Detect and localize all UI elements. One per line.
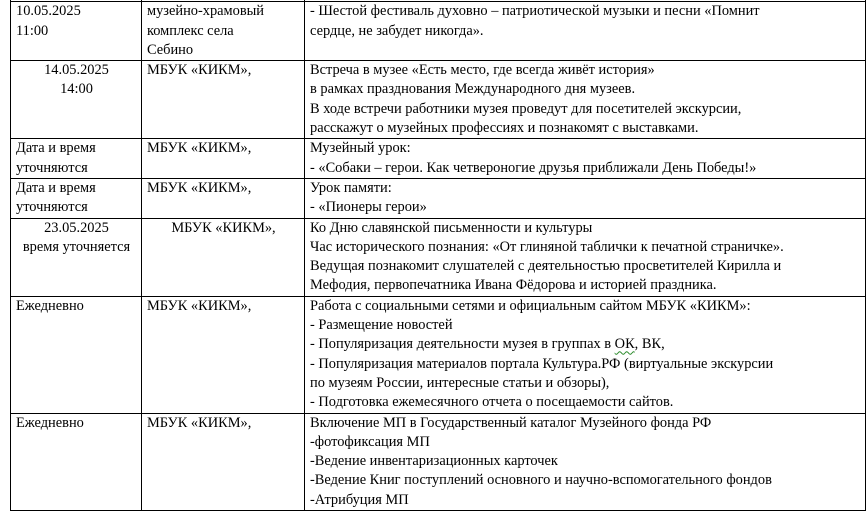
organizer-cell: МБУК «КИКМ», [142, 413, 305, 510]
table-row [11, 61, 866, 139]
organizer-cell: МБУК «КИКМ», [142, 139, 305, 179]
description-cell: Музейный урок: - «Собаки – герои. Как четвероногие друзья приближали День Победы!» [305, 139, 866, 179]
date-cell: 23.05.2025 время уточняется [11, 218, 142, 296]
description-cell: Встреча в музее «Есть место, где всегда живёт история» в рамках празднования Международного дня музеев. В ходе встречи работники музея проведут для посетителей экскурсии, расскажут о музейных профессиях и познакомят с выставками. [305, 61, 866, 139]
organizer-cell: МБУК «КИКМ», [142, 61, 305, 139]
table-row [11, 413, 866, 510]
organizer-cell: МБУК «КИКМ», [142, 296, 305, 413]
description-cell: Включение МП в Государственный каталог Музейного фонда РФ -фотофиксация МП -Ведение инвентаризационных карточек -Ведение Книг поступлений основного и научно-вспомогательного фондов -Атрибуция МП [305, 413, 866, 510]
description-cell: Ко Дню славянской письменности и культуры Час исторического познания: «От глиняной таблички к печатной страничке». Ведущая познакомит слушателей с деятельностью просветителей Кирилла и Мефодия, первопечатника Ивана Фёдорова и историей праздника. [305, 218, 866, 296]
spellcheck-mark: ОК [614, 336, 635, 353]
table-row [11, 218, 866, 296]
description-cell: - Шестой фестиваль духовно – патриотической музыки и песни «Помнит сердце, не забудет никогда». [305, 2, 866, 61]
date-cell: Дата и время уточняются [11, 139, 142, 179]
table-row [11, 296, 866, 413]
date-cell: Ежедневно [11, 413, 142, 510]
organizer-cell: МБУК «КИКМ», [142, 218, 305, 296]
description-cell: Урок памяти: - «Пионеры герои» [305, 178, 866, 218]
date-cell: 10.05.2025 11:00 [11, 2, 142, 61]
events-table [10, 0, 866, 511]
table-row [11, 178, 866, 218]
date-cell: Ежедневно [11, 296, 142, 413]
table-row [11, 139, 866, 179]
description-cell: Работа с социальными сетями и официальным сайтом МБУК «КИКМ»: - Размещение новостей - Популяризация деятельности музея в группах в ОК, ВК, - Популяризация материалов портала Культура.РФ (виртуальные экскурсии по музеям России, интересные статьи и обзоры), - Подготовка ежемесячного отчета о посещаемости сайтов. [305, 296, 866, 413]
date-cell: Дата и время уточняются [11, 178, 142, 218]
table-row [11, 2, 866, 61]
organizer-cell: музейно-храмовый комплекс села Себино [142, 2, 305, 61]
organizer-cell: МБУК «КИКМ», [142, 178, 305, 218]
document-page [10, 0, 865, 511]
date-cell: 14.05.2025 14:00 [11, 61, 142, 139]
